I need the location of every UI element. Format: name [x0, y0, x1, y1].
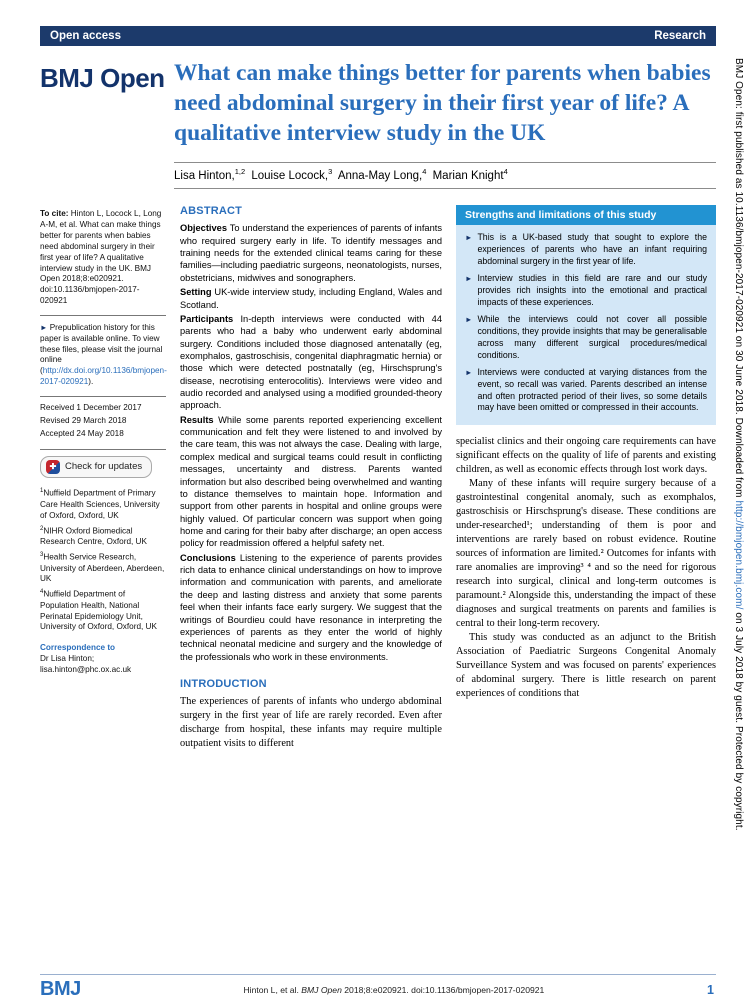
to-cite-label: To cite:	[40, 209, 71, 219]
introduction-paragraph: The experiences of parents of infants who undergo abdominal surgery in the first year of life are rarely recorded. Even after discharge from hospital, these infants may require multiple outpatient visits to different	[180, 695, 442, 749]
author: Marian Knight$^4$	[432, 167, 508, 183]
arrow-bullet-icon: ►	[465, 315, 473, 325]
received-date: Received 1 December 2017	[40, 402, 142, 412]
arrow-bullet-icon: ►	[465, 368, 473, 378]
introduction-heading: INTRODUCTION	[180, 677, 267, 690]
author-list	[174, 163, 716, 189]
prepublication-note	[40, 318, 166, 394]
strengths-item: ► While the interviews could not cover all possible conditions, they provide insights that may be generalisable across many different surgical procedures/medical conditions.	[465, 314, 707, 360]
correspondence-text[interactable]: Dr Lisa Hinton; lisa.hinton@phc.ox.ac.uk	[40, 654, 132, 674]
affiliations	[40, 488, 166, 633]
revised-date: Revised 29 March 2018	[40, 415, 127, 425]
body-paragraph: specialist clinics and their ongoing care requirements can have significant effects on the quality of life of parents and existing children, as well as economic effects through lost work days.	[456, 435, 716, 475]
research-section-label: Research	[654, 30, 706, 42]
bmj-logo: BMJ	[40, 978, 81, 1000]
copyright-text-pre: BMJ Open: first published as 10.1136/bmjopen-2017-020921 on 30 June 2018. Downloaded from	[733, 58, 744, 501]
open-access-label: Open access	[50, 30, 121, 42]
copyright-text-post: on 3 July 2018 by guest. Protected by copyright.	[733, 609, 744, 831]
strengths-item: ► Interview studies in this field are rare and our study provides rich insights into the emotional and practical impacts of these experiences.	[465, 273, 707, 307]
abstract-results: Results While some parents reported experiencing excellent communication and felt they were listened to and involved by the care team, this was not always the case. Dealing with large, complex medical and surgical teams could result in conflicting messages, uncertainty and distress. Parents wanted information but also described being overwhelmed and wanting to distance themselves to maintain hope. Information and support from other parents in hospital and online groups were highly valued. Of particular concern was support when going home and caring for their baby after discharge; an open access policy for readmission offered a helpful safety net.	[180, 414, 442, 549]
footer-citation: Hinton L, et al. BMJ Open 2018;8:e020921. doi:10.1136/bmjopen-2017-020921	[243, 984, 545, 995]
abstract-objectives: Objectives To understand the experiences of parents of infants who required surgery early in life. To identify messages and training needs for the extended clinical teams caring for these families—including paediatric surgeons, neonatologists, nurses, obstetricians, midwives and sonographers.	[180, 223, 443, 283]
accepted-date: Accepted 24 May 2018	[40, 428, 124, 438]
check-for-updates-label: Check for updates	[65, 461, 143, 473]
strengths-limitations-box	[456, 205, 716, 425]
to-cite-text: Hinton L, Locock L, Long A-M, et al. What can make things better for parents when babies need abdominal surgery in their first year of life? A qualitative interview study in the UK. BMJ Open 2018;8:e020921. doi:10.1136/bmjopen-2017-020921	[40, 209, 162, 305]
sidebar-divider	[40, 396, 166, 397]
history-dates	[40, 399, 166, 447]
strengths-box-heading: Strengths and limitations of this study	[456, 205, 716, 225]
body-paragraph: This study was conducted as an adjunct to the British Association of Paediatric Surgeons Congenital Anomaly Surveillance System and was focused on parents' experiences of abdominal surgery. There is little research on parent experiences of conditions that	[456, 631, 716, 699]
crossmark-icon: ✚	[46, 460, 60, 474]
metadata-sidebar	[40, 205, 166, 751]
prepub-close: ).	[88, 377, 94, 387]
authors-divider	[174, 188, 716, 189]
author: Lisa Hinton,$^{1,2}$	[174, 167, 246, 183]
sidebar-divider	[40, 315, 166, 316]
affiliation: $^2$NIHR Oxford Biomedical Research Centre, Oxford, UK	[40, 525, 147, 547]
sidebar-divider	[40, 449, 166, 450]
to-cite-block	[40, 205, 166, 312]
abstract-heading: ABSTRACT	[180, 205, 243, 218]
abstract-participants: Participants In-depth interviews were conducted with 44 parents who had a baby who underwent early abdominal surgery. Conditions included those diagnosed antenatally (eg, exomphalos, gastroschisis, congenital diaphragmatic hernia) or those which were detected postnatally (eg, Hirschsprung's disease, necrotising enterocolitis). Interviews were video and audio recorded and analysed using a modified grounded-theory approach.	[180, 313, 442, 411]
masthead-bar	[40, 26, 716, 46]
affiliation: $^4$Nuffield Department of Population Health, National Perinatal Epidemiology Unit, University of Oxford, Oxford, UK	[40, 589, 157, 632]
page-number: 1	[707, 982, 714, 997]
strengths-item: ► Interviews were conducted at varying distances from the event, so recall was varied. Parents described an intense and often protracted period of their lives, so some details may have been omitted or compressed in their accounts.	[465, 367, 707, 413]
prepub-text: Prepublication history for this paper is available online. To view these files, please visit the journal online (	[40, 322, 163, 376]
vertical-copyright-strip	[720, 58, 744, 988]
arrow-bullet-icon: ►	[40, 322, 48, 332]
strengths-item: ► This is a UK-based study that sought to explore the experiences of parents who have an infant requiring abdominal surgery in the first year of life.	[465, 232, 707, 266]
check-for-updates-badge[interactable]	[40, 456, 152, 478]
correspondence-block	[40, 639, 166, 681]
author: Louise Locock,$^3$	[251, 167, 333, 183]
article-title: What can make things better for parents when babies need abdominal surgery in their first year of life? A qualitative interview study in the UK	[174, 60, 711, 146]
body-paragraph: Many of these infants will require surgery because of a gastrointestinal congenital anomaly, such as exomphalos, gastroschisis or Hirschsprung's disease. These conditions are under-researched¹; understanding of them is poor and interventions are rarely based on robust evidence. Routine sources of information are limited.² Outcomes for infants with rare anomalies are improving³ ⁴ and so the need for rigorous research into surgical, clinical and long-term outcomes is paramount.² Alongside this, understanding the impact of these diagnoses and surgical treatments on parents and families is central to their long-term recovery.	[456, 477, 716, 629]
author: Anna-May Long,$^4$	[337, 167, 427, 183]
abstract-conclusions: Conclusions Listening to the experience of parents provides rich data to enhance clinical understandings on how to improve information and communication with parents, and ameliorate the deep and lasting distress and anxiety that some parents feel when their infants face early surgery. We suggest that the writings of Bourdieu could have resonance in interpreting the experiences of parents as they enter the world of highly technical neonatal medicine and surgery and the knowledge of the professionals who work in these environments.	[180, 552, 442, 662]
affiliation: $^1$Nuffield Department of Primary Care Health Sciences, University of Oxford, Oxford, UK	[40, 488, 160, 520]
abstract-setting: Setting UK-wide interview study, including England, Wales and Scotland.	[180, 287, 442, 310]
arrow-bullet-icon: ►	[465, 274, 473, 284]
bmj-open-logo: BMJ Open	[40, 63, 165, 93]
page-footer	[40, 974, 716, 1000]
correspondence-label: Correspondence to	[40, 643, 116, 653]
abstract-column	[180, 205, 442, 751]
prepub-doi-link[interactable]: http://dx.doi.org/10.1136/bmjopen-2017-020921	[40, 366, 167, 387]
arrow-bullet-icon: ►	[465, 233, 473, 243]
affiliation: $^3$Health Service Research, University of Aberdeen, Aberdeen, UK	[40, 552, 165, 584]
journal-url-link[interactable]: http://bmjopen.bmj.com/	[733, 500, 744, 610]
body-column	[456, 205, 716, 751]
